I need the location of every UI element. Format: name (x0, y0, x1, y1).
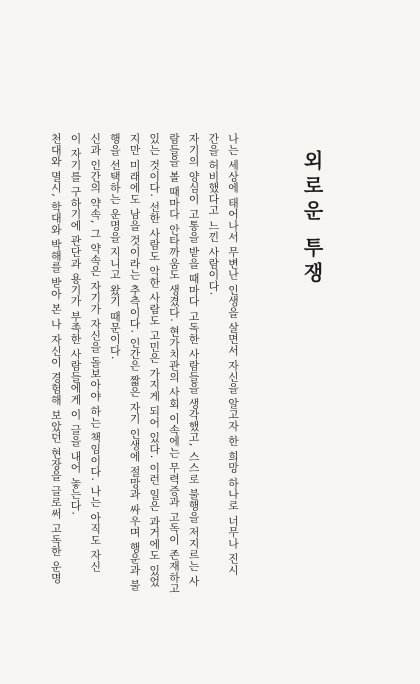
text-column: 지만 미래에도 남을 것이라는 추측이다. 인간은 짧은 자기 인생에 절망과 싸우며 행운과 불 (128, 133, 142, 591)
chapter-title: 외로운 투쟁 (300, 150, 324, 287)
text-column: 이 자기를 구하기에 관단과 용기가 부족한 사람들에게 이 글을 내어 놓는다. (69, 133, 83, 516)
text-column: 행을 선택하는 운명을 지니고 왔기 때문이다. (108, 133, 122, 360)
text-column: 신과 인간의 약속, 그 약속은 자기가 자신을 돌보아야 하는 책임이다. 나는 아직도 자신 (89, 133, 103, 573)
text-column: 있는 것이다. 선한 사람도 악한 사람도 고민은 가지게 되어 있다. 이런 일은 과거에도 있었 (148, 133, 162, 588)
text-column: 간을 허비했다고 느낀 사람이다. (207, 133, 221, 296)
text-column: 람들을 볼 때마다 안타까움도 생겼다. 현가치관의 사회 이속에는 무력증과 고독이 존재하고 (167, 133, 181, 595)
text-column: 나는 세상에 태어나서 무변난 인생을 살면서 자신을 알고자 한 희망 하나로 너무나 진시 (226, 133, 240, 576)
text-column: 천대와 멸시, 학대와 박해를 받아 본 나 자신이 경험해 보았던 현장을 글로써 고독한 운명 (49, 133, 63, 584)
text-column: 자기의 양심이 고통을 받을 때마다 고독한 사람들을 생각했고, 스스로 불행을 저지르는 사 (187, 133, 201, 587)
body-text (50, 133, 238, 621)
